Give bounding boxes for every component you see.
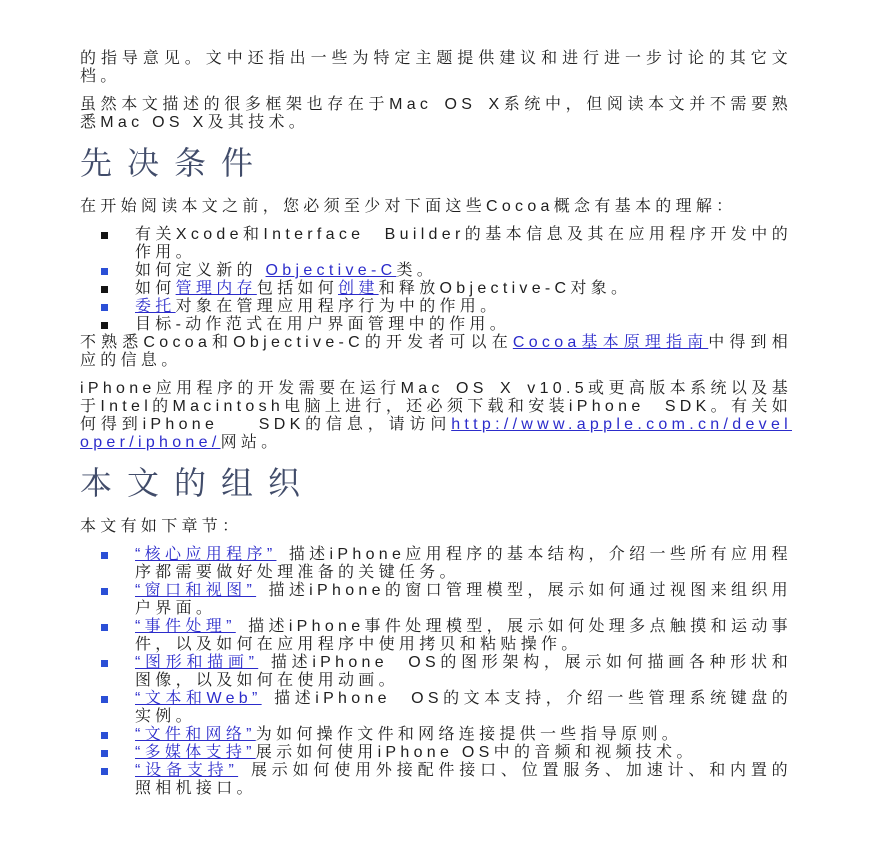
bullet-square-icon bbox=[101, 750, 108, 757]
list-item bbox=[135, 654, 792, 690]
text-run: 描述iPhone事件处理模型，展示如何处理多点触摸和运动事件，以及如何在应用程序中使用拷贝和粘贴操作。 bbox=[135, 618, 792, 653]
text-run: 的指导意见。文中还指出一些为特定主题提供建议和进行进一步讨论的其它文档。 bbox=[80, 50, 792, 85]
bullet-square-icon bbox=[101, 304, 108, 311]
text-run: 为如何操作文件和网络连接提供一些指导原则。 bbox=[255, 726, 683, 743]
inline-link[interactable]: Cocoa基本原理指南 bbox=[512, 334, 709, 351]
bullet-square-icon bbox=[101, 660, 108, 667]
text-run: 如何 bbox=[135, 280, 176, 297]
text-run: 在开始阅读本文之前，您必须至少对下面这些Cocoa概念有基本的理解： bbox=[80, 198, 737, 215]
paragraph bbox=[80, 50, 792, 86]
list-item bbox=[135, 744, 792, 762]
paragraph bbox=[80, 96, 792, 132]
inline-link[interactable]: “窗口和视图” bbox=[135, 582, 257, 599]
list-item bbox=[135, 618, 792, 654]
list-item bbox=[135, 316, 792, 334]
text-run: 目标-动作范式在用户界面管理中的作用。 bbox=[135, 316, 511, 333]
text-run: 虽然本文描述的很多框架也存在于Mac OS X系统中，但阅读本文并不需要熟悉Mac OS X及其技术。 bbox=[80, 96, 792, 131]
list-item bbox=[135, 546, 792, 582]
inline-link[interactable]: 创建 bbox=[338, 280, 379, 297]
text-run: 描述iPhone应用程序的基本结构，介绍一些所有应用程序都需要做好处理准备的关键任务。 bbox=[135, 546, 792, 581]
bullet-square-icon bbox=[101, 624, 108, 631]
list-item bbox=[135, 726, 792, 744]
inline-link[interactable]: “核心应用程序” bbox=[135, 546, 277, 563]
text-run: 展示如何使用外接配件接口、位置服务、加速计、和内置的照相机接口。 bbox=[135, 762, 792, 797]
bullet-list bbox=[80, 226, 792, 334]
text-run: 和释放Objective-C对象。 bbox=[378, 280, 632, 297]
text-run: iPhone应用程序的开发需要在运行Mac OS X v10.5或更高版本系统以及基于Intel的Macintosh电脑上进行，还必须下载和安装iPhone SDK。有关如何得到iPhone SDK的信息，请访问 bbox=[80, 380, 792, 433]
bullet-square-icon bbox=[101, 268, 108, 275]
inline-link[interactable]: “文件和网络” bbox=[135, 726, 256, 743]
inline-link[interactable]: 管理内存 bbox=[175, 280, 257, 297]
bullet-square-icon bbox=[101, 588, 108, 595]
list-item bbox=[135, 690, 792, 726]
bullet-square-icon bbox=[101, 732, 108, 739]
bullet-square-icon bbox=[101, 286, 108, 293]
text-run: 本文有如下章节： bbox=[80, 518, 243, 535]
inline-link[interactable]: “图形和描画” bbox=[135, 654, 259, 671]
list-item bbox=[135, 262, 792, 280]
paragraph bbox=[80, 380, 792, 452]
inline-link[interactable]: “多媒体支持” bbox=[135, 744, 256, 761]
bullet-list bbox=[80, 546, 792, 798]
inline-link[interactable]: http://www.apple.com.cn/developer/iphone/ bbox=[80, 416, 792, 451]
text-run: 不熟悉Cocoa和Objective-C的开发者可以在 bbox=[80, 334, 513, 351]
text-run: 包括如何 bbox=[256, 280, 339, 297]
inline-link[interactable]: “设备支持” bbox=[135, 762, 239, 779]
text-run: 对象在管理应用程序行为中的作用。 bbox=[175, 298, 501, 315]
paragraph bbox=[80, 334, 792, 370]
bullet-square-icon bbox=[101, 552, 108, 559]
inline-link[interactable]: “文本和Web” bbox=[135, 690, 262, 707]
list-item bbox=[135, 298, 792, 316]
list-item bbox=[135, 762, 792, 798]
text-run: 网站。 bbox=[220, 434, 282, 451]
text-run: 描述iPhone OS的文本支持，介绍一些管理系统键盘的实例。 bbox=[135, 690, 793, 725]
text-run: 有关Xcode和Interface Builder的基本信息及其在应用程序开发中的作用。 bbox=[135, 226, 792, 261]
text-run: 展示如何使用iPhone OS中的音频和视频技术。 bbox=[255, 744, 697, 761]
section-heading: 本文的组织 bbox=[80, 465, 316, 501]
text-run: 类。 bbox=[396, 262, 438, 279]
inline-link[interactable]: “事件处理” bbox=[135, 618, 236, 635]
inline-link[interactable]: Objective-C bbox=[265, 262, 397, 279]
paragraph bbox=[80, 518, 792, 536]
document-content bbox=[80, 0, 792, 798]
text-run: 中得到相应的信息。 bbox=[80, 334, 792, 369]
section-heading: 先决条件 bbox=[80, 145, 269, 181]
inline-link[interactable]: 委托 bbox=[135, 298, 176, 315]
list-item bbox=[135, 280, 792, 298]
list-item bbox=[135, 226, 792, 262]
text-run: 描述iPhone OS的图形架构，展示如何描画各种形状和图像，以及如何在使用动画。 bbox=[135, 654, 792, 689]
paragraph bbox=[80, 198, 792, 216]
bullet-square-icon bbox=[101, 322, 108, 329]
list-item bbox=[135, 582, 792, 618]
bullet-square-icon bbox=[101, 768, 108, 775]
bullet-square-icon bbox=[101, 232, 108, 239]
bullet-square-icon bbox=[101, 696, 108, 703]
text-run: 如何定义新的 bbox=[135, 262, 266, 279]
text-run: 描述iPhone的窗口管理模型，展示如何通过视图来组织用户界面。 bbox=[135, 582, 792, 617]
